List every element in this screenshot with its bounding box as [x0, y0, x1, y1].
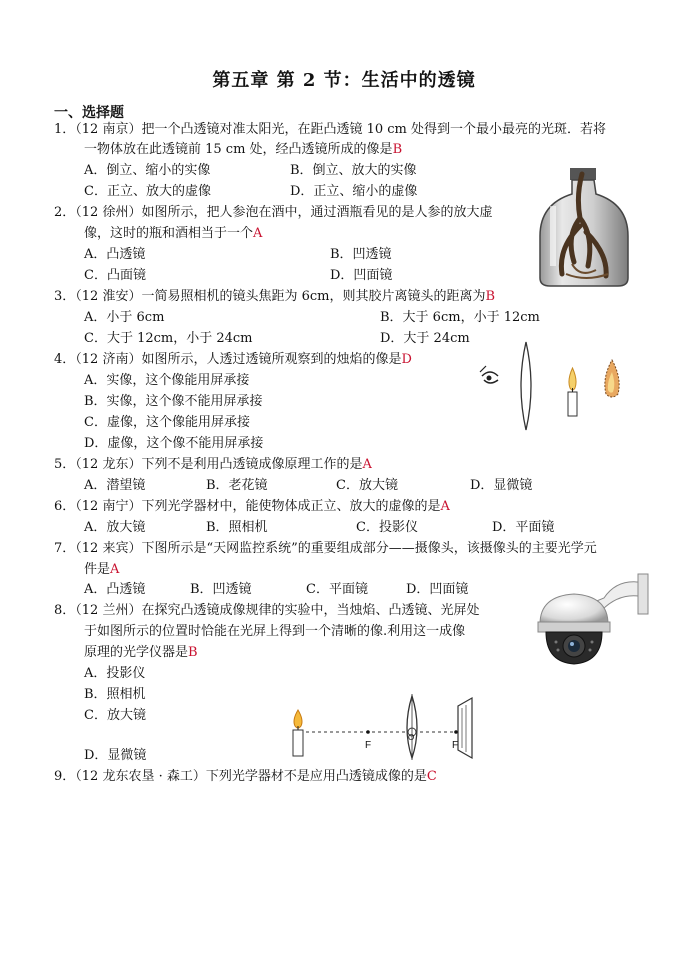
q3-option-c: C．大于 12cm，小于 24cm	[84, 331, 253, 346]
focus-label-left: F	[365, 740, 372, 751]
q2-stem-cont: 像，这时的瓶和酒相当于一个A	[84, 226, 263, 241]
q8-option-a: A．投影仪	[84, 666, 146, 681]
q6-option-a: A．放大镜	[84, 520, 146, 535]
q4-option-b: B．实像，这个像不能用屏承接	[84, 394, 263, 409]
q2-option-a: A．凸透镜	[84, 247, 146, 262]
flame-image-icon	[605, 360, 619, 397]
q1-stem-cont: 一物体放在此透镜前 15 cm 处，经凸透镜所成的像是B	[84, 142, 403, 157]
q3-option-d: D．大于 24cm	[380, 331, 470, 346]
q3-stem: 3．（12 淮安）一简易照相机的镜头焦距为 6cm，则其胶片离镜头的距离为B	[54, 289, 496, 304]
q4-option-c: C．虚像，这个像能用屏承接	[84, 415, 250, 430]
q6-option-b: B．照相机	[206, 520, 268, 535]
q9-answer: C	[426, 769, 437, 784]
q2-option-c: C．凸面镜	[84, 268, 146, 283]
q5-answer: A	[362, 457, 372, 472]
optical-center-label: O	[408, 733, 415, 742]
q9-stem: 9．（12 龙东农垦 · 森工）下列光学器材不是应用凸透镜成像的是C	[54, 769, 437, 784]
q5-stem: 5．（12 龙东）下列不是利用凸透镜成像原理工作的是A	[54, 457, 372, 472]
q2-option-d: D．凹面镜	[330, 268, 393, 283]
eye-lens-candle-figure	[476, 338, 626, 436]
q8-option-b: B．照相机	[84, 687, 146, 702]
q1-option-a: A．倒立、缩小的实像	[84, 163, 211, 178]
screen-icon	[458, 698, 472, 758]
q6-option-c: C．投影仪	[356, 520, 418, 535]
q8-answer: B	[188, 645, 198, 660]
q5-option-c: C．放大镜	[336, 478, 398, 493]
candle-icon	[568, 368, 577, 416]
q4-stem: 4．（12 济南）如图所示，人透过透镜所观察到的烛焰的像是D	[54, 352, 412, 367]
q4-option-d: D．虚像，这个像不能用屏承接	[84, 436, 264, 451]
q4-option-a: A．实像，这个像能用屏承接	[84, 373, 250, 388]
q2-option-b: B．凹透镜	[330, 247, 392, 262]
q6-answer: A	[440, 499, 450, 514]
q1-option-c: C．正立、放大的虚像	[84, 184, 211, 199]
q5-option-d: D．显微镜	[470, 478, 533, 493]
q7-option-c: C．平面镜	[306, 582, 368, 597]
q1-stem: 1．（12 南京）把一个凸透镜对准太阳光，在距凸透镜 10 cm 处得到一个最小最亮的光斑．若将	[54, 122, 606, 137]
q1-answer: B	[392, 142, 403, 157]
q8-option-d: D．显微镜	[84, 748, 147, 763]
q7-stem-cont: 件是A	[84, 562, 120, 577]
q3-answer: B	[485, 289, 496, 304]
q2-answer: A	[253, 226, 263, 241]
focus-label-right: F	[452, 740, 459, 751]
q7-option-a: A．凸透镜	[84, 582, 146, 597]
q7-stem: 7．（12 来宾）下图所示是“天网监控系统”的重要组成部分——摄像头，该摄像头的主要光学元	[54, 541, 597, 556]
q1-option-d: D．正立、缩小的虚像	[290, 184, 418, 199]
q6-option-d: D．平面镜	[492, 520, 555, 535]
optical-bench-figure	[286, 692, 476, 762]
q3-option-a: A．小于 6cm	[84, 310, 165, 325]
convex-lens-shape	[521, 342, 531, 430]
q8-stem-cont-2: 原理的光学仪器是B	[84, 645, 198, 660]
q4-answer: D	[401, 352, 412, 367]
q1-option-b: B．倒立、放大的实像	[290, 163, 417, 178]
q5-option-b: B．老花镜	[206, 478, 268, 493]
ginseng-bottle-image	[536, 166, 632, 288]
surveillance-camera-image	[526, 572, 652, 668]
q7-answer: A	[110, 562, 120, 577]
q7-option-d: D．凹面镜	[406, 582, 469, 597]
candle-icon	[293, 710, 303, 756]
eye-icon	[480, 366, 498, 383]
q8-option-c: C．放大镜	[84, 708, 146, 723]
q3-option-b: B．大于 6cm，小于 12cm	[380, 310, 540, 325]
page-title: 第五章 第 2 节：生活中的透镜	[212, 70, 476, 91]
section-heading: 一、选择题	[54, 105, 124, 121]
q8-stem-cont: 于如图所示的位置时恰能在光屏上得到一个清晰的像.利用这一成像	[84, 624, 466, 639]
q7-option-b: B．凹透镜	[190, 582, 252, 597]
q5-option-a: A．潜望镜	[84, 478, 146, 493]
q2-stem: 2．（12 徐州）如图所示，把人参泡在酒中，通过酒瓶看见的是人参的放大虚	[54, 205, 493, 220]
q8-stem: 8．（12 兰州）在探究凸透镜成像规律的实验中，当烛焰、凸透镜、光屏处	[54, 603, 480, 618]
q6-stem: 6．（12 南宁）下列光学器材中，能使物体成正立、放大的虚像的是A	[54, 499, 450, 514]
